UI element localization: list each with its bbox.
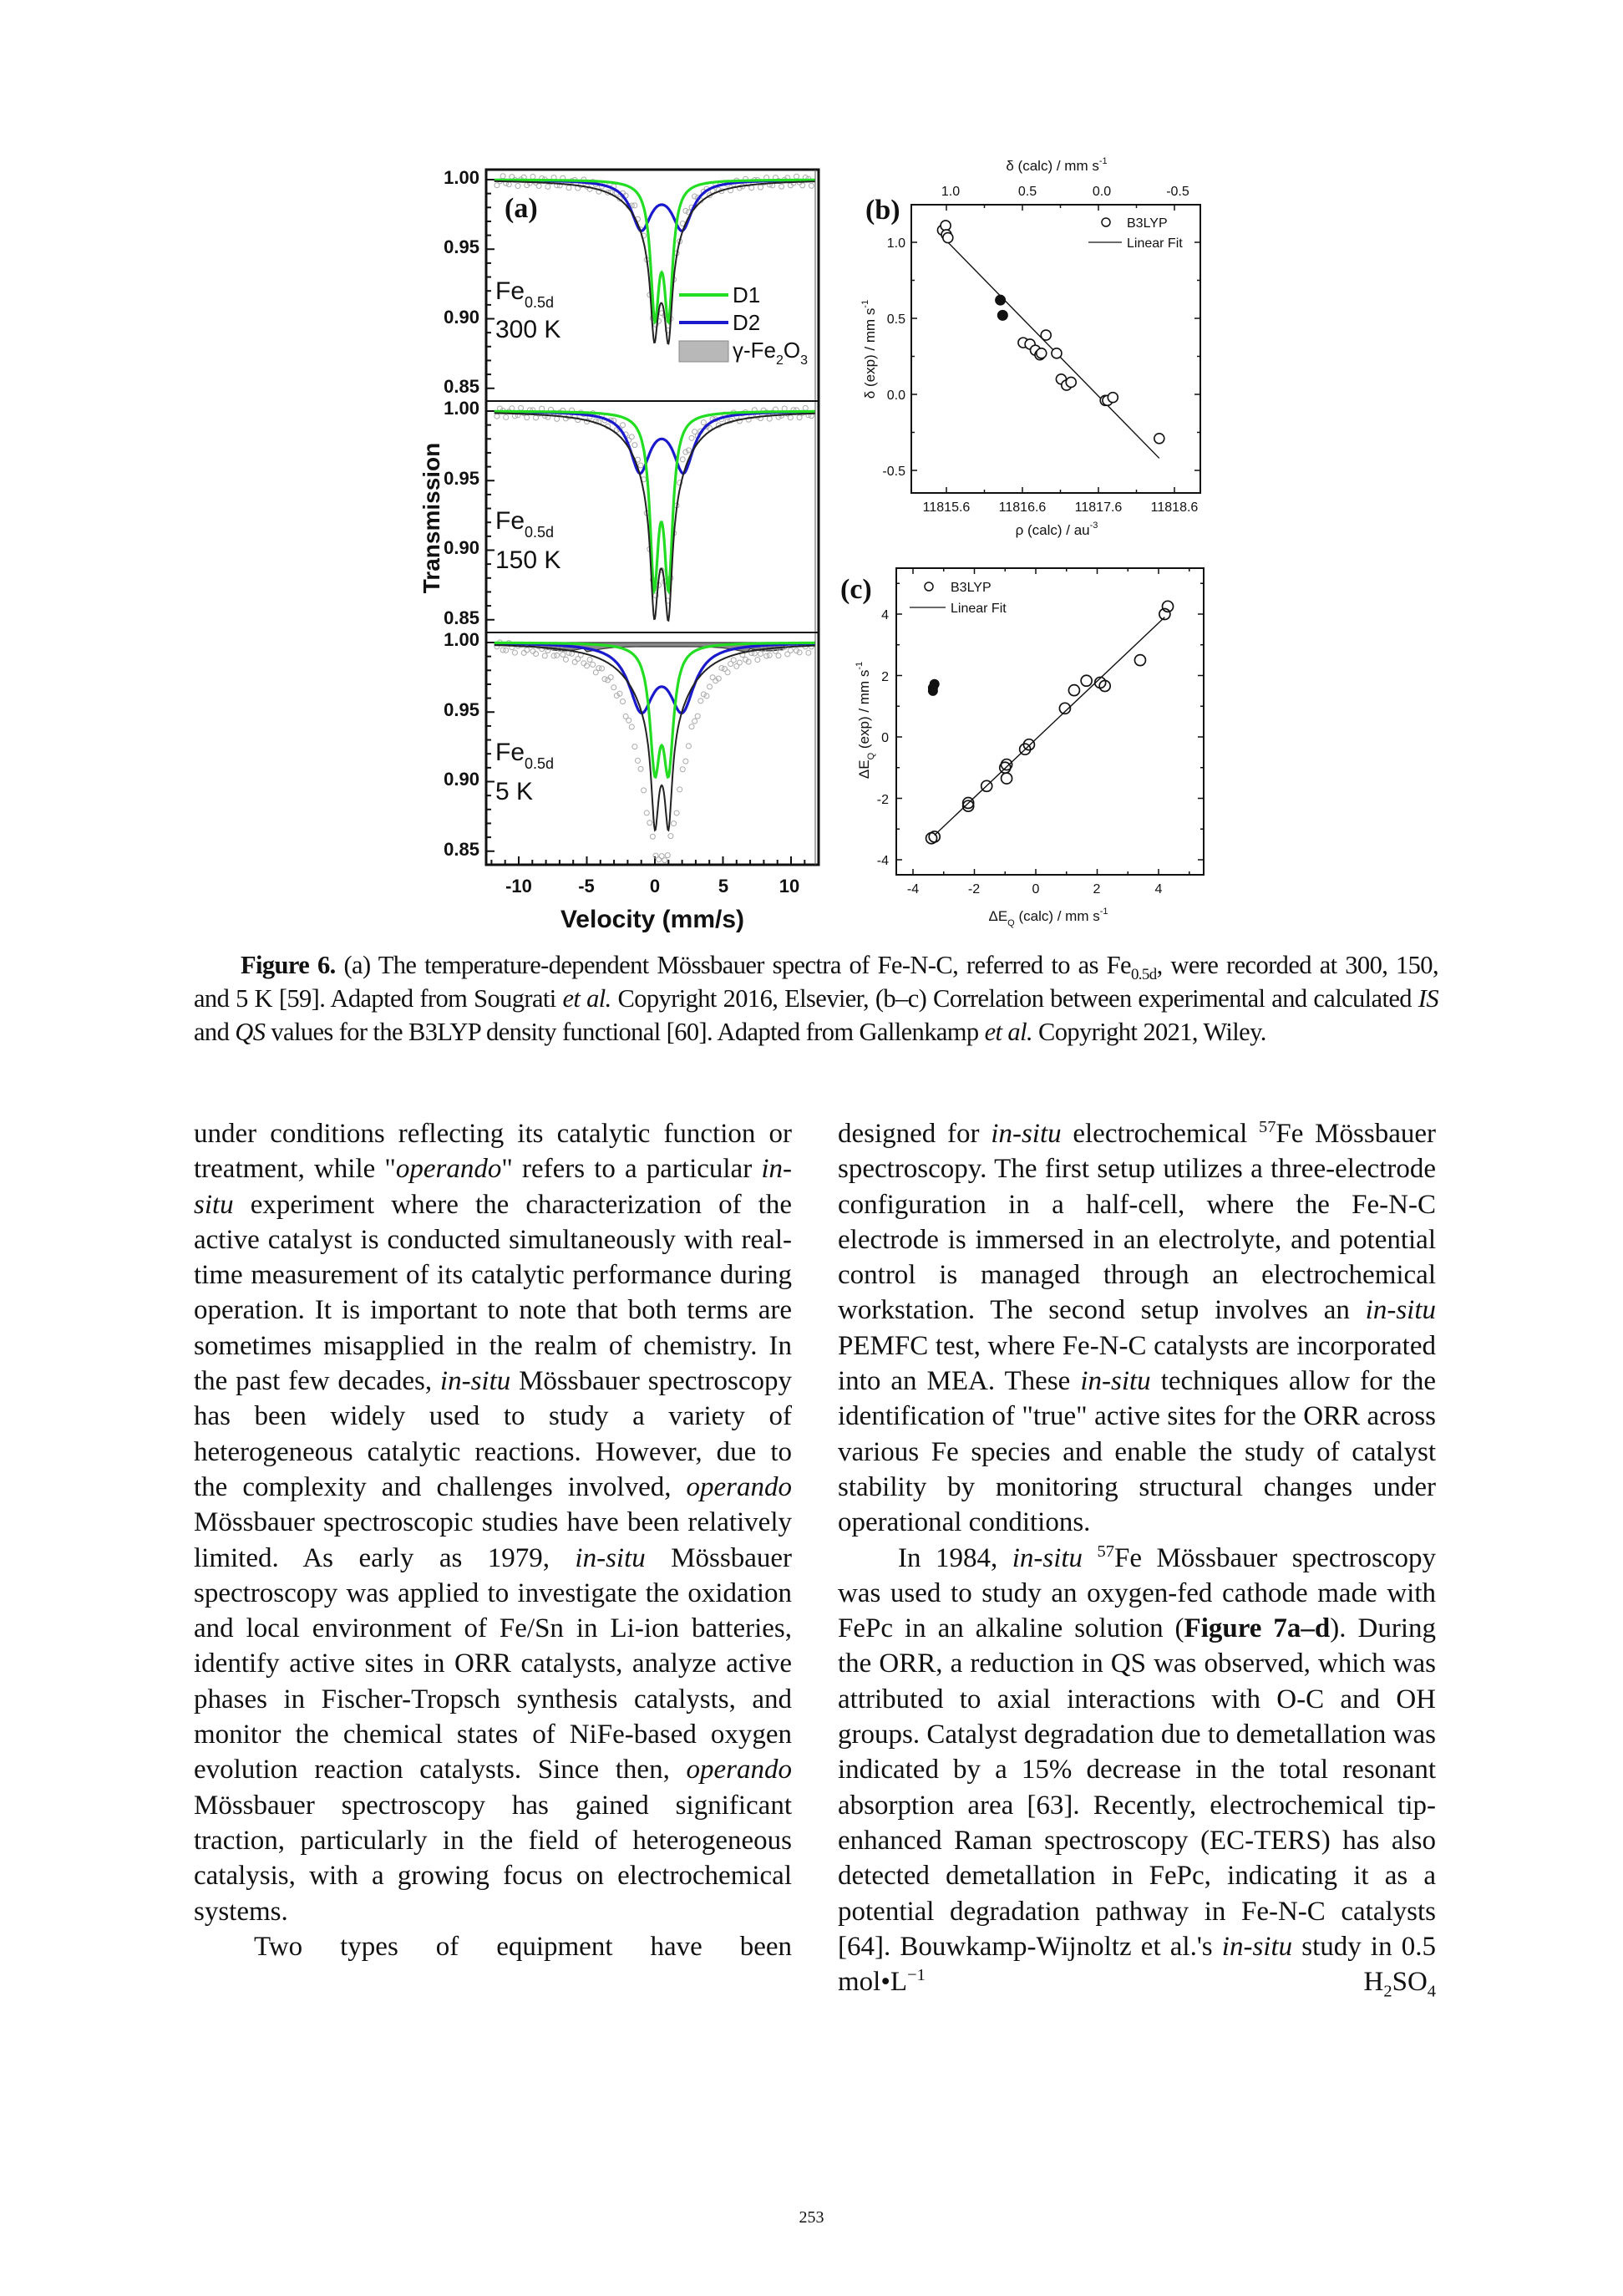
panel-c-quadrupole-splitting-correlation: [835, 535, 1228, 936]
panel-c-legend: [910, 581, 1007, 616]
svg-text:1.0: 1.0: [886, 236, 905, 251]
panel-b-xticks: [923, 500, 1199, 515]
svg-text:-10: -10: [505, 876, 532, 897]
panel-c-label: (c): [840, 574, 872, 605]
svg-text:11816.6: 11816.6: [998, 500, 1047, 515]
svg-text:Linear Fit: Linear Fit: [951, 602, 1007, 616]
svg-text:D1: D1: [733, 282, 761, 307]
page-number: 253: [799, 2208, 824, 2227]
svg-text:11817.6: 11817.6: [1074, 500, 1123, 515]
svg-text:0.85: 0.85: [444, 607, 479, 628]
svg-text:1.00: 1.00: [444, 167, 479, 188]
svg-text:Fe0.5d: $Fe_{0.5d}$: [495, 739, 555, 772]
svg-text:5 K: 5 K: [495, 778, 534, 805]
svg-text:0.0: 0.0: [1092, 185, 1112, 199]
svg-text:0.90: 0.90: [444, 307, 479, 328]
panel-c-yticks: [877, 608, 889, 868]
svg-text:10: 10: [779, 876, 800, 897]
panel-b-xlabel: ρ (calc) / $au^{-3}$: [1015, 521, 1098, 538]
svg-text:B3LYP: B3LYP: [1127, 216, 1168, 231]
panel-c-xlabel: $\Delta E_Q$ (calc) / mm $s^{-1}$: [988, 907, 1108, 928]
svg-text:1.0: 1.0: [941, 185, 961, 199]
svg-text:150 K: 150 K: [495, 546, 561, 574]
svg-text:-4: -4: [876, 854, 889, 868]
caption-lead: Figure 6.: [241, 951, 336, 979]
svg-text:0.5: 0.5: [1017, 185, 1037, 199]
svg-text:4: 4: [881, 608, 889, 622]
panel-a-label: (a): [505, 193, 538, 224]
svg-text:0.90: 0.90: [444, 537, 479, 558]
panel-c-ylabel: $\Delta E_Q$ (exp) / mm $s^{-1}$: [855, 661, 876, 780]
panel-b-top-xlabel: δ (calc) / mm $s^{-1}$: [1006, 156, 1108, 174]
svg-text:5: 5: [718, 876, 729, 897]
svg-text:0.95: 0.95: [444, 468, 479, 489]
figure-reference: Figure 7a–d: [1184, 1613, 1331, 1644]
panel-a-legend: [679, 282, 808, 368]
panel-a-xlabel: Velocity (mm/s): [560, 906, 745, 933]
svg-text:1.00: 1.00: [444, 398, 479, 419]
svg-text:1.00: 1.00: [444, 629, 479, 650]
panel-b-yticks: [882, 236, 905, 479]
body-column-right: [838, 1116, 1436, 1999]
svg-text:B3LYP: B3LYP: [951, 581, 992, 595]
panel-b-legend: [1088, 216, 1183, 251]
panel-b-label: (b): [865, 195, 900, 226]
svg-text:300 K: 300 K: [495, 316, 561, 343]
svg-text:0: 0: [649, 876, 661, 897]
svg-text:-2: -2: [967, 882, 981, 897]
panel-a-xtick-labels: [505, 876, 799, 897]
svg-text:0.0: 0.0: [886, 389, 905, 403]
panel-a-mossbauer-spectra: [393, 159, 844, 944]
svg-text:γ-Fe2O3: $\gamma-Fe_2O_3$: [733, 338, 809, 368]
svg-text:Fe0.5d: $Fe_{0.5d}$: [495, 277, 555, 311]
svg-text:0.85: 0.85: [444, 839, 479, 860]
svg-text:Linear Fit: Linear Fit: [1127, 236, 1183, 251]
svg-text:11815.6: 11815.6: [922, 500, 971, 515]
svg-text:-0.5: -0.5: [882, 465, 905, 479]
paragraph: under conditions reflecting its catalytic function or treatment, while "operando" refers to a particular in-situ experiment where the characterization of the active catalyst is conducted simultaneously with real-time measurement of its catalytic performance during operation. It is important to note that both terms are sometimes misapplied in the realm of chemistry. In the past few decades, in-situ Mössbauer spectroscopy has been widely used to study a variety of heterogeneous catalytic reactions. However, due to the complexity and challenges involved, operando Mössbauer spectroscopic studies have been relatively limited. As early as 1979, in-situ Mössbauer spectroscopy was applied to investigate the oxidation and local environment of Fe/Sn in Li-ion batteries, identify active sites in ORR catalysts, analyze active phases in Fischer-Tropsch synthesis catalysts, and monitor the chemical states of NiFe-based oxygen evolution reaction catalysts. Since then, operando Mössbauer spectroscopy has gained significant traction, particularly in the field of heterogeneous catalysis, with a growing focus on electrochemical systems.: [194, 1119, 793, 1927]
svg-text:11818.6: 11818.6: [1150, 500, 1199, 515]
panel-b-top-xticks: [941, 185, 1189, 199]
panel-a-ytick-labels: [444, 167, 479, 860]
svg-text:0.95: 0.95: [444, 699, 479, 720]
svg-text:0.5: 0.5: [886, 312, 905, 327]
svg-text:0.85: 0.85: [444, 376, 479, 397]
svg-text:0.90: 0.90: [444, 769, 479, 790]
svg-text:-0.5: -0.5: [1166, 185, 1189, 199]
panel-c-xticks: [907, 882, 1163, 897]
body-column-left: [194, 1116, 792, 1964]
paragraph: Two types of equipment have been: [254, 1931, 792, 1962]
panel-b-isomer-shift-correlation: [844, 150, 1228, 543]
svg-text:Fe0.5d: $Fe_{0.5d}$: [495, 507, 555, 541]
svg-text:2: 2: [881, 670, 889, 684]
svg-text:4: 4: [1154, 882, 1163, 897]
svg-text:2: 2: [1093, 882, 1101, 897]
panel-b-ylabel: δ (exp) / mm $s^{-1}$: [860, 299, 878, 399]
svg-text:-5: -5: [578, 876, 595, 897]
panel-a-sample-labels: [495, 277, 560, 805]
svg-text:-4: -4: [906, 882, 920, 897]
svg-text:0: 0: [881, 731, 889, 745]
paragraph: In 1984, in-situ $^{57}$Fe Mössbauer spectroscopy was used to study an oxygen-fed cathode made with FePc in an alkaline solution (Figure 7a–d). During the ORR, a reduction in QS was observed, which was attributed to axial interactions with O-C and OH groups. Catalyst degradation due to demetallation was indicated by a 15% decrease in the total resonant absorption area [63]. Recently, electrochemical tip-enhanced Raman spectroscopy (EC-TERS) has also detected demetallation in FePc, indicating it as a potential degradation pathway in Fe-N-C catalysts [64]. Bouwkamp-Wijnoltz et al.'s in-situ study in 0.5 $mol•L^{-1}$ $H_2SO_4$: [838, 1542, 1437, 2001]
panel-a-ylabel: Transmission: [418, 442, 444, 594]
svg-text:0: 0: [1032, 882, 1040, 897]
svg-text:0.95: 0.95: [444, 236, 479, 257]
svg-text:D2: D2: [733, 310, 761, 335]
paragraph: designed for in-situ electrochemical $^{57}$Fe Mössbauer spectroscopy. The first setup utilizes a three-electrode configuration in a half-cell, where the Fe-N-C electrode is immersed in an electrolyte, and potential control is managed through an electrochemical workstation. The second setup involves an in-situ PEMFC test, where Fe-N-C catalysts are incorporated into an MEA. These in-situ techniques allow for the identification of "true" active sites for the ORR across various Fe species and enable the study of catalyst stability by monitoring structural changes under operational conditions.: [838, 1118, 1436, 1538]
figure-6: [0, 0, 1623, 944]
svg-text:-2: -2: [876, 793, 889, 807]
figure-caption: Figure 6. (a) The temperature-dependent Mössbauer spectra of Fe-N-C, referred to as $Fe_{0.5d}$, were recorded at 300, 150, and 5 K [59]. Adapted from Sougrati et al. Copyright 2016, Elsevier, (b–c) Correlation between experimental and calculated IS and QS values for the B3LYP density functional [60]. Adapted from Gallenkamp et al. Copyright 2021, Wiley.: [194, 951, 1438, 1046]
